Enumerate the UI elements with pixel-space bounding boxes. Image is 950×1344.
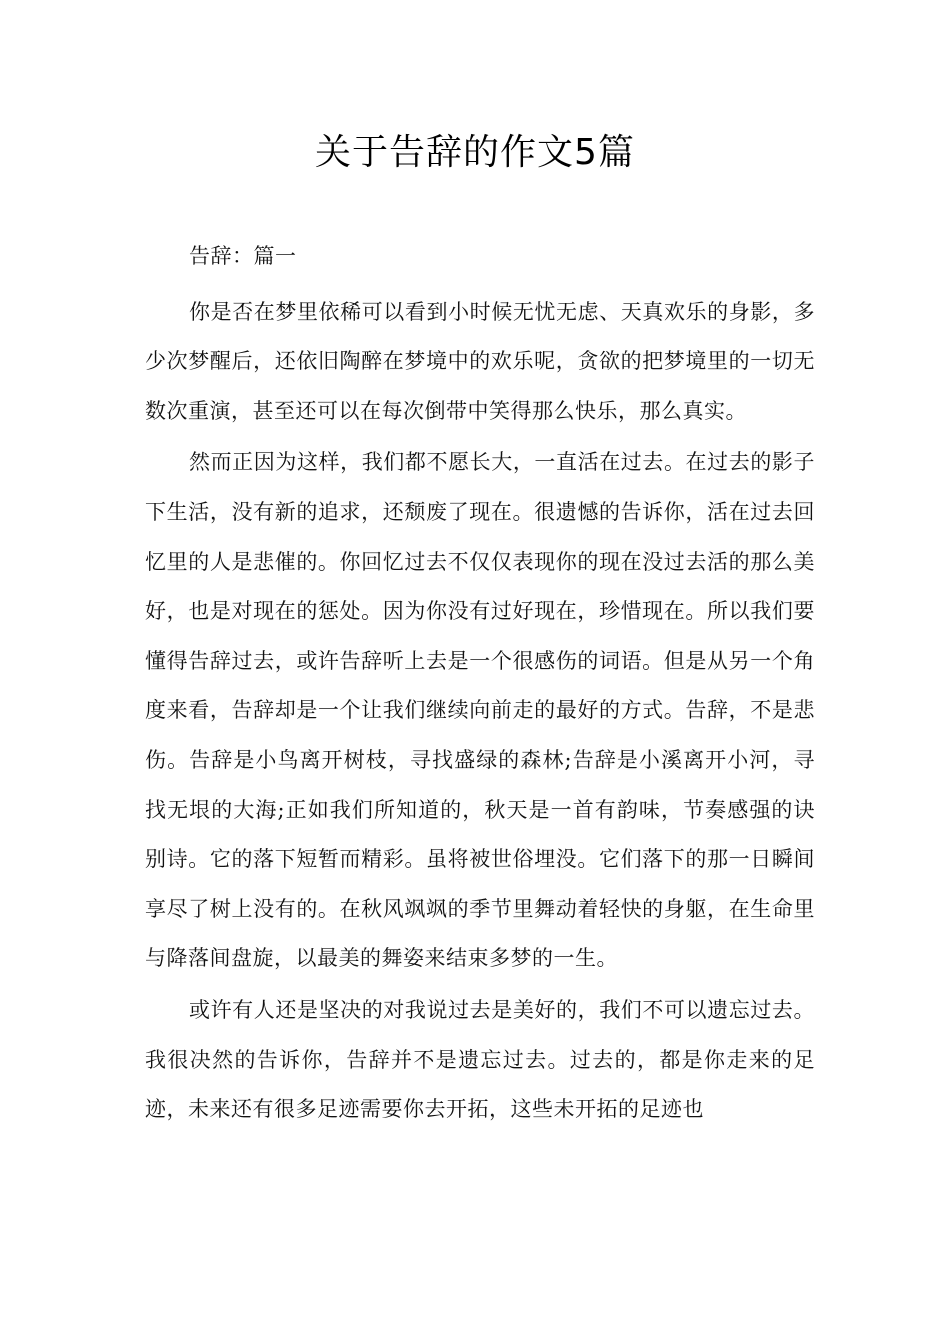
document-body [145,232,815,1137]
paragraph-3: 或许有人还是坚决的对我说过去是美好的，我们不可以遗忘过去。我很决然的告诉你，告辞并不是遗忘过去。过去的，都是你走来的足迹，未来还有很多足迹需要你去开拓，这些未开拓的足迹也 [145,997,815,1122]
paragraph-1: 你是否在梦里依稀可以看到小时候无忧无虑、天真欢乐的身影，多少次梦醒后，还依旧陶醉在梦境中的欢乐呢，贪欲的把梦境里的一切无数次重演，甚至还可以在每次倒带中笑得那么快乐，那么真实。 [145,299,815,423]
section-heading: 告辞：篇一 [189,244,297,268]
document-title: 关于告辞的作文5篇 [315,132,635,173]
paragraph-2: 然而正因为这样，我们都不愿长大，一直活在过去。在过去的影子下生活，没有新的追求，还颓废了现在。很遗憾的告诉你，活在过去回忆里的人是悲催的。你回忆过去不仅仅表现你的现在没过去活的那么美好，也是对现在的惩处。因为你没有过好现在，珍惜现在。所以我们要懂得告辞过去，或许告辞听上去是一个很感伤的词语。但是从另一个角度来看，告辞却是一个让我们继续向前走的最好的方式。告辞，不是悲伤。告辞是小鸟离开树枝，寻找盛绿的森林;告辞是小溪离开小河，寻找无垠的大海;正如我们所知道的，秋天是一首有韵味，节奏感强的诀别诗。它的落下短暂而精彩。虽将被世俗埋没。它们落下的那一日瞬间享尽了树上没有的。在秋风飒飒的季节里舞动着轻快的身躯，在生命里与降落间盘旋，以最美的舞姿来结束多梦的一生。 [145,450,815,971]
